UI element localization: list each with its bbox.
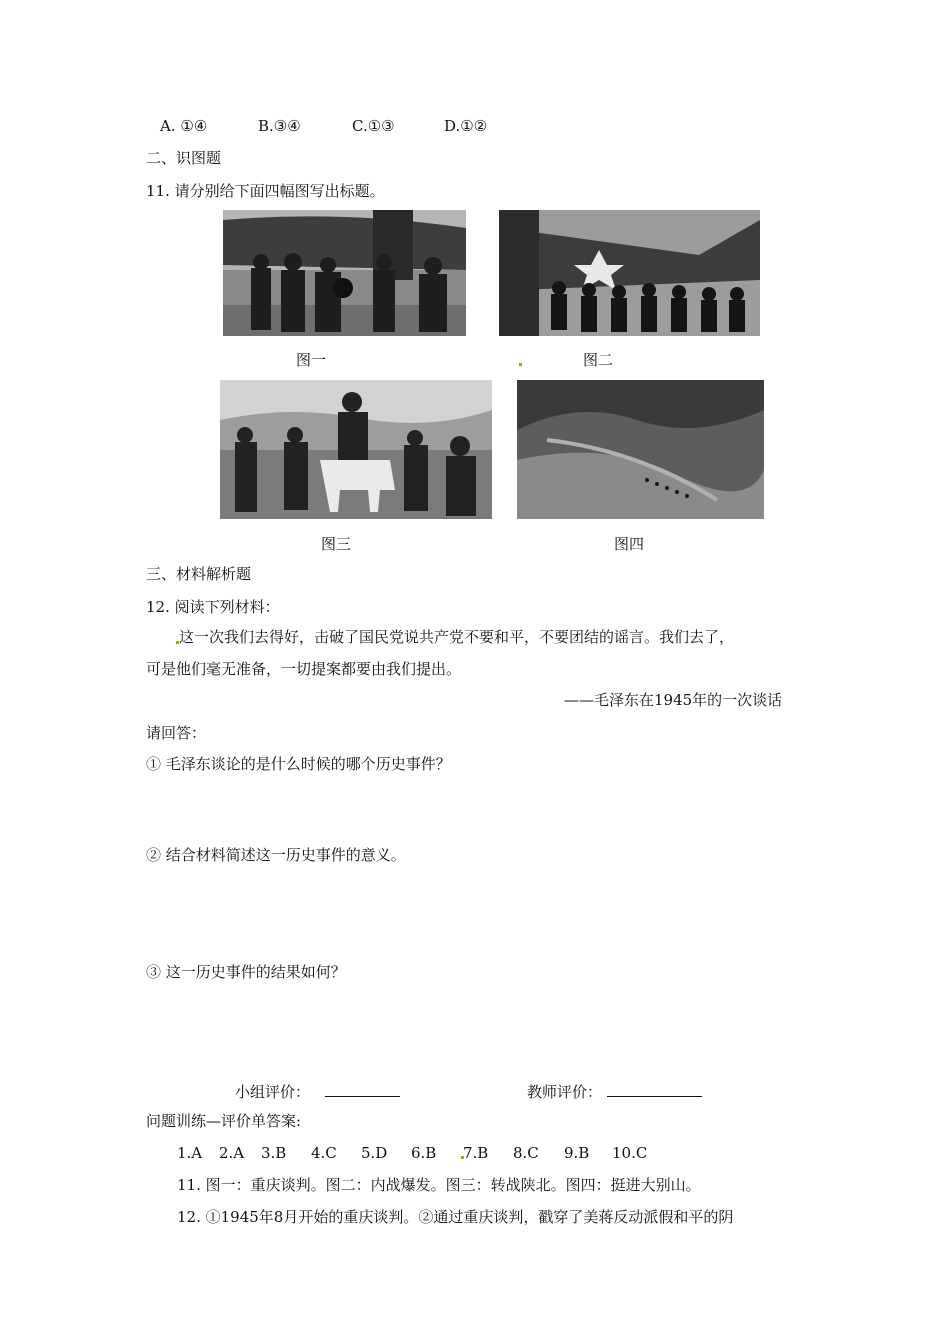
material-source: ——毛泽东在1945年的一次谈话 <box>564 691 783 709</box>
material-line-1: 这一次我们去得好，击破了国民党说共产党不要和平，不要团结的谣言。我们去了， <box>179 628 735 646</box>
photo-4-image <box>517 380 764 519</box>
answer-mc-3: 3.B <box>261 1144 287 1162</box>
caption-1: 图一 <box>296 351 327 369</box>
answer-mc-8: 8.C <box>513 1144 539 1162</box>
photo-2-image <box>499 210 760 336</box>
group-evaluation-label: 小组评价： <box>235 1083 311 1101</box>
answer-mc-2: 2.A <box>219 1144 245 1162</box>
answers-title: 问题训练—评价单答案: <box>146 1112 302 1130</box>
caption-3: 图三 <box>321 535 352 553</box>
sub-question-2: ② 结合材料简述这一历史事件的意义。 <box>146 846 406 864</box>
answer-mc-7: 7.B <box>463 1144 489 1162</box>
section3-title: 三、材料解析题 <box>146 565 252 583</box>
teacher-evaluation-blank[interactable] <box>607 1080 702 1097</box>
answer-11: 11. 图一：重庆谈判。图二：内战爆发。图三：转战陕北。图四：挺进大别山。 <box>177 1176 701 1194</box>
question-11: 11. 请分别给下面四幅图写出标题。 <box>146 182 385 200</box>
answer-mc-4: 4.C <box>311 1144 337 1162</box>
material-line-2: 可是他们毫无准备，一切提案都要由我们提出。 <box>146 660 462 678</box>
answer-12: 12. ①1945年8月开始的重庆谈判。②通过重庆谈判，戳穿了美蒋反动派假和平的阴 <box>177 1208 734 1226</box>
photo-1-image <box>223 210 466 336</box>
option-a: A. ①④ <box>160 117 208 135</box>
teacher-evaluation <box>527 1080 702 1102</box>
section2-title: 二、识图题 <box>146 149 222 167</box>
option-c: C.①③ <box>352 117 395 135</box>
question-12: 12. 阅读下列材料： <box>146 598 280 616</box>
group-evaluation <box>235 1080 400 1102</box>
answer-mc-5: 5.D <box>361 1144 388 1162</box>
sub-question-3: ③ 这一历史事件的结果如何？ <box>146 963 346 981</box>
option-d: D.①② <box>444 117 488 135</box>
caption-4: 图四 <box>614 535 645 553</box>
sub-question-1: ① 毛泽东谈论的是什么时候的哪个历史事件？ <box>146 755 451 773</box>
answer-mc-9: 9.B <box>564 1144 590 1162</box>
stray-mark <box>519 363 522 366</box>
answer-mc-6: 6.B <box>411 1144 437 1162</box>
option-b: B.③④ <box>258 117 301 135</box>
teacher-evaluation-label: 教师评价： <box>527 1083 603 1101</box>
caption-2: 图二 <box>583 351 614 369</box>
answer-mc-1: 1.A <box>177 1144 203 1162</box>
answer-mc-10: 10.C <box>612 1144 648 1162</box>
photo-3-image <box>220 380 492 519</box>
answer-prompt: 请回答： <box>146 724 207 742</box>
group-evaluation-blank[interactable] <box>325 1080 400 1097</box>
